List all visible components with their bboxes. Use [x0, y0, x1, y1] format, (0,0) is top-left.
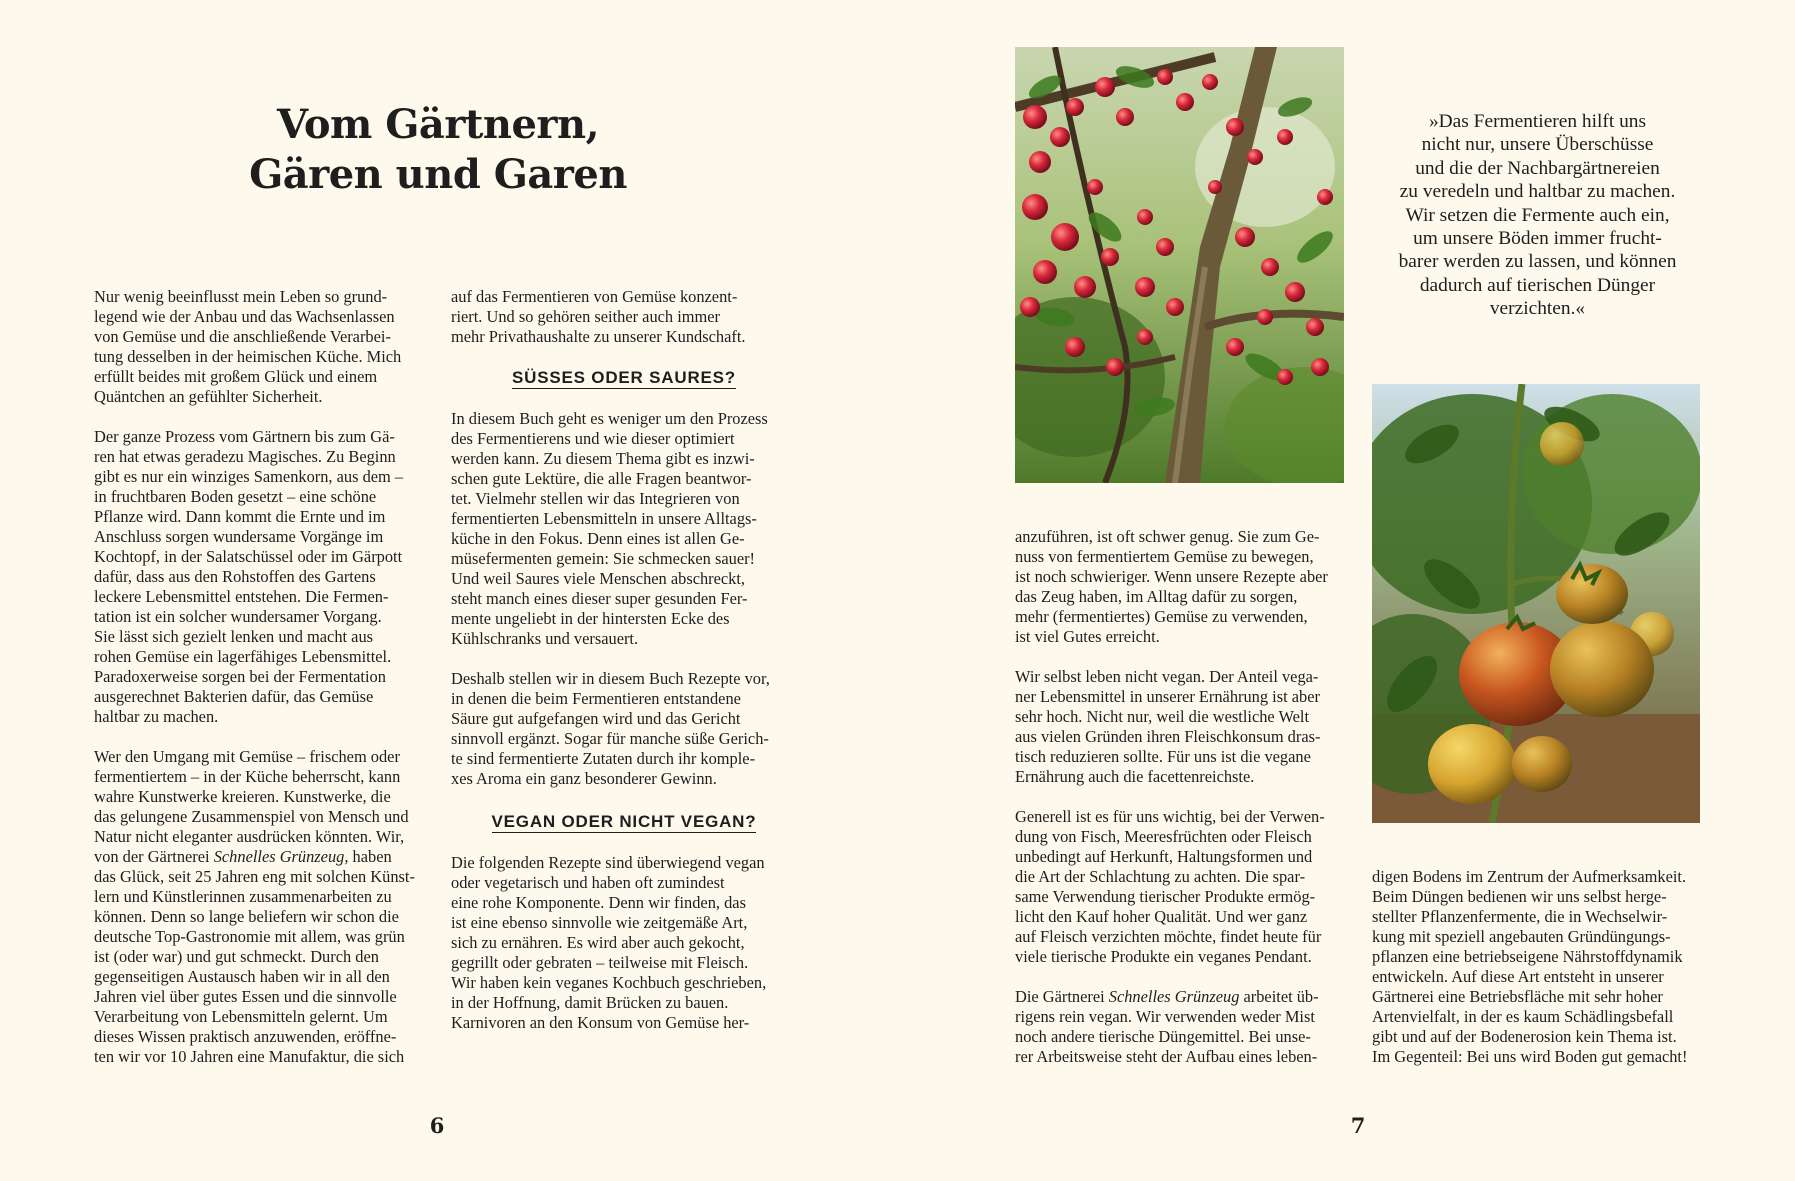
- paragraph: auf das Fermentieren von Gemüse konzent- riert. Und so gehören seither auch immer mehr Privathaushalte zu unserer Kundschaft.: [451, 287, 746, 346]
- paragraph: Generell ist es für uns wichtig, bei der Verwen- dung von Fisch, Meeresfrüchten oder Fleisch unbedingt auf Herkunft, Haltungsformen und die Art der Schlachtung zu achten. Die spar- same Verwendung tierischer Produkte ermög- licht den Kauf hoher Qualität. Und wer ganz auf Fleisch verzichten möchte, findet heute für viele tierische Produkte ein veganes Pendant.: [1015, 807, 1325, 966]
- text-column-4: [1372, 867, 1718, 1067]
- text-run: haben das Glück, seit 25 Jahren eng mit solchen Künst- lern und Künstlerinnen zusammenarbeiten zu können. Denn so lange beliefern wir schon die deutsche Top-Gastronomie mit allem, was grün ist (oder war) und gut schmeckt. Durch den gegenseitigen Austausch haben wir in all den Jahren viel über gutes Essen und die sinnvolle Verarbeitung von Lebensmitteln gelernt. Um dieses Wissen praktisch anzuwenden, eröffne- ten wir vor 10 Jahren eine Manufaktur, die sich: [94, 847, 415, 1066]
- paragraph: Der ganze Prozess vom Gärtnern bis zum Gä- ren hat etwas geradezu Magisches. Zu Beginn gibt es nur ein winziges Samenkorn, aus dem – in fruchtbaren Boden gesetzt – eine schöne Pflanze wird. Dann kommt die Ernte und im Anschluss sorgen wundersame Vorgänge im Kochtopf, in der Salatschüssel oder im Gärpott dafür, dass aus den Rohstoffen des Gartens leckere Lebensmittel entstehen. Die Fermen- tation ist ein solcher wundersamer Vorgang. Sie lässt sich gezielt lenken und macht aus rohen Gemüse ein lagerfähiges Lebensmittel. Paradoxerweise sorgen bei der Fermentation ausgerechnet Bakterien dafür, das Gemüse haltbar zu machen.: [94, 427, 404, 726]
- text-column-3: [1015, 527, 1361, 1067]
- paragraph: [1015, 987, 1361, 1067]
- page-number-right: 7: [1350, 1113, 1366, 1138]
- page-title: [200, 100, 676, 200]
- pull-quote: »Das Fermentieren hilft uns nicht nur, unsere Überschüsse und die der Nachbargärtnereien zu veredeln und haltbar zu machen. Wir setzen die Fermente auch ein, um unsere Böden immer frucht- barer werden zu lassen, und können dadurch auf tierischen Dünger verzichten.«: [1398, 111, 1677, 320]
- paragraph: [94, 747, 440, 1067]
- text-column-2: [451, 287, 797, 1033]
- page-number-left: 6: [429, 1113, 445, 1138]
- paragraph: anzuführen, ist oft schwer genug. Sie zum Ge- nuss von fermentiertem Gemüse zu bewegen, ist noch schwieriger. Wenn unsere Rezepte aber das Zeug haben, im Alltag dafür zu sorgen, mehr (fermentiertes) Gemüse zu verwenden, ist viel Gutes erreicht.: [1015, 527, 1328, 646]
- text-column-1: [94, 287, 440, 1067]
- title-line-1: Vom Gärtnern,: [276, 101, 600, 148]
- paragraph: Deshalb stellen wir in diesem Buch Rezepte vor, in denen die beim Fermentieren entstandene Säure gut aufgefangen wird und das Gericht sinnvoll ergänzt. Sogar für manche süße Gerich- te sind fermentierte Zutaten durch ihr komple- xes Aroma ein ganz besonderer Gewinn.: [451, 669, 770, 788]
- company-name: Schnelles Grünzeug: [1108, 987, 1240, 1006]
- section-heading-text: VEGAN ODER NICHT VEGAN?: [491, 812, 757, 831]
- tomato-plant-photo: [1372, 384, 1700, 823]
- section-heading: [451, 367, 797, 389]
- section-heading-text: SÜSSES ODER SAURES?: [512, 368, 736, 387]
- text-run: arbeitet üb- rigens rein vegan. Wir verwenden weder Mist noch andere tierische Düngemittel. Bei unse- rer Arbeitsweise steht der Aufbau eines leben-: [1015, 987, 1319, 1066]
- paragraph: digen Bodens im Zentrum der Aufmerksamkeit. Beim Düngen bedienen wir uns selbst herge- stellter Pflanzenfermente, die in Wechselwir- kung mit speziell angebauten Gründüngungs- pflanzen eine betriebseigene Nährstoffdynamik entwickeln. Auf diese Art entsteht in unserer Gärtnerei eine Betriebsfläche mit sehr hoher Artenvielfalt, in der es kaum Schädlingsbefall gibt und auf der Bodenerosion kein Thema ist. Im Gegenteil: Bei uns wird Boden gut gemacht!: [1372, 867, 1688, 1066]
- paragraph: Wir selbst leben nicht vegan. Der Anteil vega- ner Lebensmittel in unserer Ernährung ist aber sehr hoch. Nicht nur, weil die westliche Welt aus vielen Gründen ihren Fleischkonsum dras- tisch reduzieren sollte. Für uns ist die vegane Ernährung auch die facettenreichste.: [1015, 667, 1321, 786]
- section-heading: [451, 811, 797, 833]
- text-run: Wer den Umgang mit Gemüse – frischem oder fermentiertem – in der Küche beherrscht, kann wahre Kunstwerke kreieren. Kunstwerke, die das gelungene Zusammenspiel von Mensch und Natur nicht eleganter ausdrücken könnten. Wir, von der Gärtnerei: [94, 747, 409, 866]
- text-run: Die Gärtnerei: [1015, 987, 1109, 1006]
- title-line-2: Gären und Garen: [249, 151, 627, 198]
- paragraph: Die folgenden Rezepte sind überwiegend vegan oder vegetarisch und haben oft zumindest eine rohe Komponente. Denn wir finden, das ist eine ebenso sinnvolle wie zeitgemäße Art, sich zu ernähren. Es wird aber auch gekocht, gegrillt oder gebraten – teilweise mit Fleisch. Wir haben kein veganes Kochbuch geschrieben, in der Hoffnung, damit Brücken zu bauen. Karnivoren an den Konsum von Gemüse her-: [451, 853, 767, 1032]
- company-name: Schnelles Grünzeug,: [213, 847, 349, 866]
- paragraph: Nur wenig beeinflusst mein Leben so grund- legend wie der Anbau und das Wachsenlassen von Gemüse und die anschließende Verarbei- tung desselben in der heimischen Küche. Mich erfüllt beides mit großem Glück und einem Quäntchen an gefühlter Sicherheit.: [94, 287, 402, 406]
- paragraph: In diesem Buch geht es weniger um den Prozess des Fermentierens und wie dieser optimiert werden kann. Zu diesem Thema gibt es inzwi- schen gute Lektüre, die alle Fragen beantwor- tet. Vielmehr stellen wir das Integrieren von fermentierten Lebensmitteln in unsere Alltags- küche in den Fokus. Denn eines ist allen Ge- müsefermenten gemein: Sie schmecken sauer! Und weil Saures viele Menschen abschreckt, steht manch eines dieser super gesunden Fer- mente ungeliebt in der hintersten Ecke des Kühlschranks und versauert.: [451, 409, 768, 648]
- crabapple-tree-photo: [1015, 47, 1344, 483]
